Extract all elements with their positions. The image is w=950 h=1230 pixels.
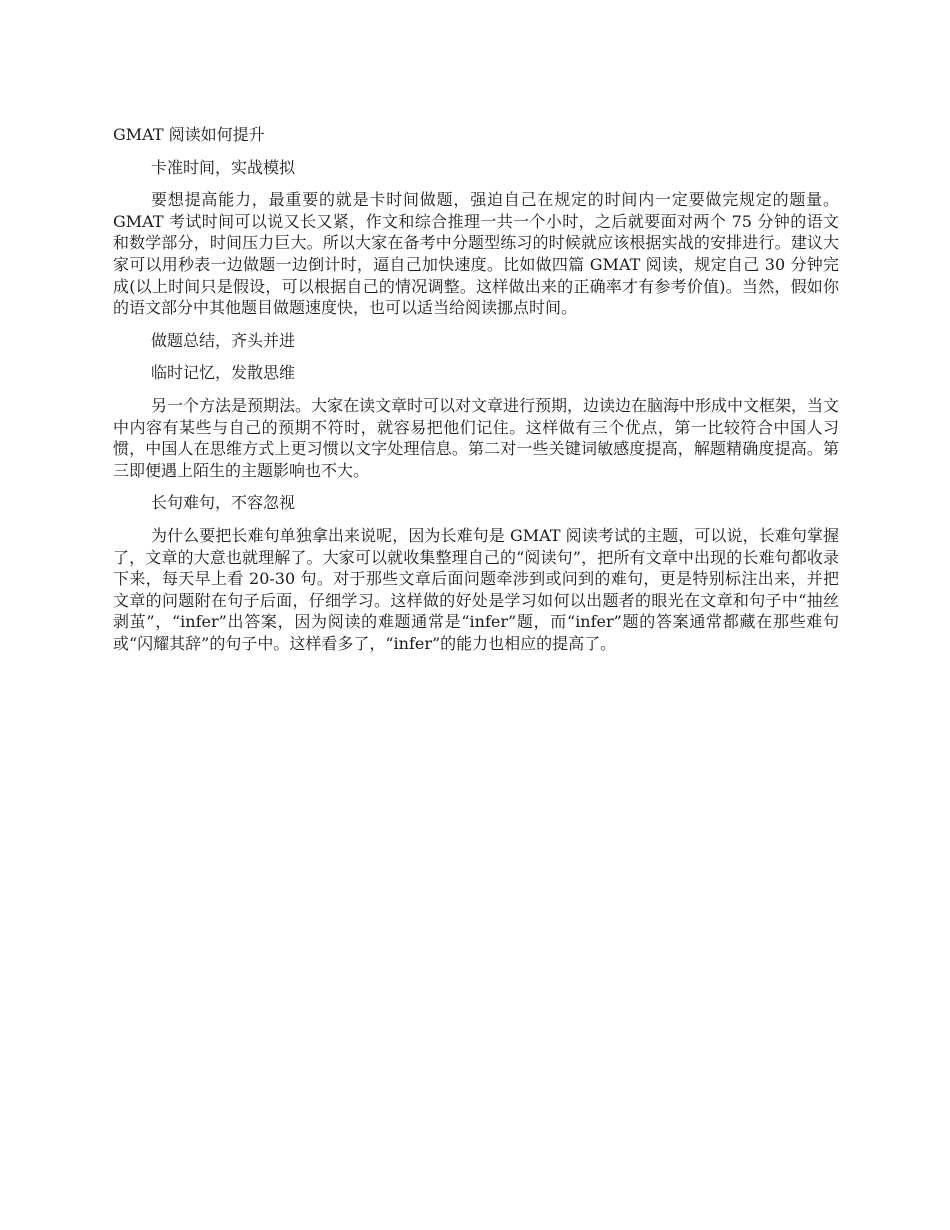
document-title: GMAT 阅读如何提升: [113, 125, 265, 144]
section-heading-long-sentences: 长句难句，不容忽视: [151, 493, 296, 513]
section-heading-summary: 做题总结，齐头并进: [151, 330, 296, 350]
paragraph-time: 要想提高能力，最重要的就是卡时间做题，强迫自己在规定的时间内一定要做完规定的题量。GMAT 考试时间可以说又长又紧，作文和综合推理一共一个小时，之后就要面对两个 75 分钟的语文和数学部分，时间压力巨大。所以大家在备考中分题型练习的时候就应该根据实战的安排进行。建议大家可以用秒表一边做题一边倒计时，逼自己加快速度。比如做四篇 GMAT 阅读，规定自己 30 分钟完成(以上时间只是假设，可以根据自己的情况调整。这样做出来的正确率才有参考价值)。当然，假如你的语文部分中其他题目做题速度快，也可以适当给阅读挪点时间。: [113, 190, 839, 318]
paragraph-memory: 另一个方法是预期法。大家在读文章时可以对文章进行预期，边读边在脑海中形成中文框架，当文中内容有某些与自己的预期不符时，就容易把他们记住。这样做有三个优点，第一比较符合中国人习惯，中国人在思维方式上更习惯以文字处理信息。第二对一些关键词敏感度提高，解题精确度提高。第三即便遇上陌生的主题影响也不大。: [113, 395, 840, 480]
paragraph-long-sentences: 为什么要把长难句单独拿出来说呢，因为长难句是 GMAT 阅读考试的主题，可以说，长难句掌握了，文章的大意也就理解了。大家可以就收集整理自己的“阅读句”，把所有文章中出现的长难句都收录下来，每天早上看 20-30 句。对于那些文章后面问题牵涉到或问到的难句，更是特别标注出来，并把文章的问题附在句子后面，仔细学习。这样做的好处是学习如何以出题者的眼光在文章和句子中“抽丝剥茧”，“infer”出答案，因为阅读的难题通常是“infer”题，而“infer”题的答案通常都藏在那些难句或“闪耀其辞”的句子中。这样看多了，“infer”的能力也相应的提高了。: [113, 525, 839, 653]
section-heading-time: 卡准时间，实战模拟: [151, 157, 296, 177]
section-heading-memory: 临时记忆，发散思维: [151, 363, 296, 383]
document-page: [113, 124, 839, 665]
